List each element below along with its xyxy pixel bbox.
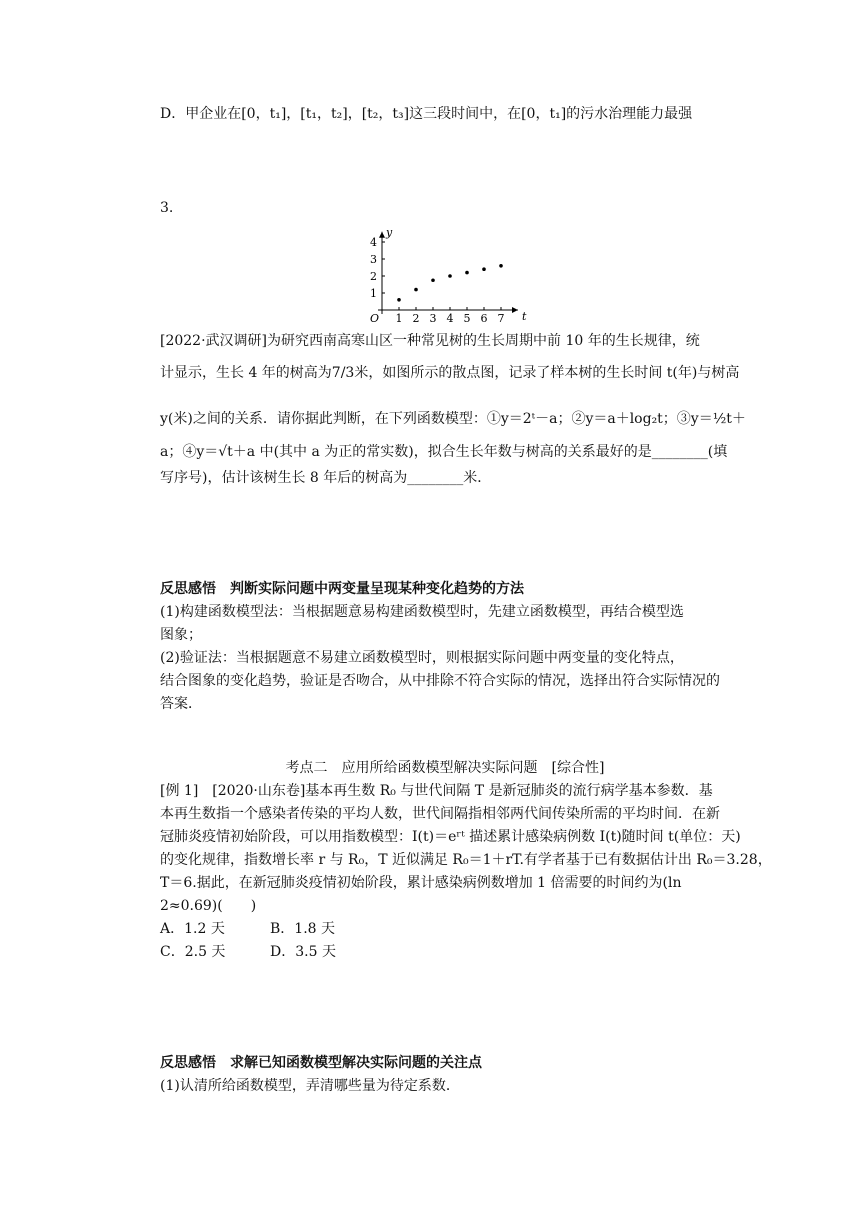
reflection1-title: 反思感悟 判断实际问题中两变量呈现某种变化趋势的方法 bbox=[160, 581, 524, 597]
option-a: A．1.2 天 bbox=[160, 921, 225, 937]
y-axis-label: y bbox=[386, 225, 393, 239]
data-point bbox=[499, 264, 503, 268]
example1-line-4: 的变化规律，指数增长率 r 与 R₀，T 近似满足 R₀＝1＋rT.有学者基于已有数据估计出 R₀＝3.28， bbox=[160, 852, 772, 868]
y-tick-label: 3 bbox=[370, 253, 377, 266]
x-tick-label: 7 bbox=[497, 312, 505, 325]
x-tick-label: 4 bbox=[446, 312, 454, 325]
option-b: B．1.8 天 bbox=[270, 921, 336, 937]
example1-line-6: 2≈0.69)( ) bbox=[160, 898, 257, 914]
question3-number: 3. bbox=[160, 200, 174, 216]
x-axis-arrow bbox=[512, 307, 518, 313]
reflection1-line-4: 结合图象的变化趋势，验证是否吻合，从中排除不符合实际的情况，选择出符合实际情况的 bbox=[160, 673, 720, 689]
y-tick-label: 2 bbox=[370, 270, 377, 283]
example1-line-2: 本再生数指一个感染者传染的平均人数，世代间隔指相邻两代间传染所需的平均时间．在新 bbox=[160, 806, 720, 822]
question3-line-1: [2022·武汉调研]为研究西南高寒山区一种常见树的生长周期中前 10 年的生长规律，统 bbox=[160, 333, 700, 349]
reflection2-title: 反思感悟 求解已知函数模型解决实际问题的关注点 bbox=[160, 1055, 482, 1071]
question3-line-4: a；④y＝√t＋a 中(其中 a 为正的常实数)，拟合生长年数与树高的关系最好的是________(填 bbox=[160, 444, 728, 460]
option-d: D．3.5 天 bbox=[270, 944, 336, 960]
question3-line-3: y(米)之间的关系．请你据此判断，在下列函数模型：①y＝2ᵗ－a；②y＝a＋log₂t；③y＝½t＋ bbox=[160, 411, 746, 427]
example1-line-5: T＝6.据此，在新冠肺炎疫情初始阶段，累计感染病例数增加 1 倍需要的时间约为(ln bbox=[160, 875, 682, 891]
data-point bbox=[397, 298, 401, 302]
data-point bbox=[414, 288, 418, 292]
data-point bbox=[431, 278, 435, 282]
y-tick-label: 1 bbox=[370, 287, 377, 300]
data-point bbox=[482, 267, 486, 271]
reflection1-line-2: 图象； bbox=[160, 627, 202, 643]
x-tick-label: 5 bbox=[463, 312, 471, 325]
question3-line-5: 写序号)，估计该树生长 8 年后的树高为________米． bbox=[160, 470, 492, 486]
reflection2-line-1: (1)认清所给函数模型，弄清哪些量为待定系数． bbox=[160, 1078, 460, 1094]
scatter-chart bbox=[360, 215, 540, 325]
example1-line-3: 冠肺炎疫情初始阶段，可以用指数模型：I(t)＝eʳᵗ 描述累计感染病例数 I(t)随时间 t(单位：天) bbox=[160, 829, 741, 845]
x-tick-label: 6 bbox=[480, 312, 488, 325]
y-axis-arrow bbox=[379, 232, 385, 238]
y-tick-label: 4 bbox=[370, 236, 377, 249]
x-tick-label: 3 bbox=[429, 312, 437, 325]
example1-line-1: [例 1] [2020·山东卷]基本再生数 R₀ 与世代间隔 T 是新冠肺炎的流行病学基本参数．基 bbox=[160, 783, 713, 799]
x-axis-label: t bbox=[522, 310, 527, 323]
x-tick-label: 2 bbox=[412, 312, 420, 325]
question3-line-2: 计显示，生长 4 年的树高为7/3米，如图所示的散点图，记录了样本树的生长时间 t(年)与树高 bbox=[160, 365, 740, 381]
origin-label: O bbox=[370, 312, 380, 325]
option-c: C．2.5 天 bbox=[160, 944, 226, 960]
question2-option-d: D．甲企业在[0，t₁]，[t₁，t₂]，[t₂，t₃]这三段时间中，在[0，t₁]的污水治理能力最强 bbox=[160, 106, 693, 122]
section2-heading: 考点二 应用所给函数模型解决实际问题 [综合性] bbox=[285, 760, 605, 776]
reflection1-line-1: (1)构建函数模型法：当根据题意易构建函数模型时，先建立函数模型，再结合模型选 bbox=[160, 604, 684, 620]
data-point bbox=[448, 274, 452, 278]
data-point bbox=[465, 271, 469, 275]
reflection1-line-3: (2)验证法：当根据题意不易建立函数模型时，则根据实际问题中两变量的变化特点， bbox=[160, 650, 684, 666]
reflection1-line-5: 答案． bbox=[160, 696, 202, 712]
x-tick-label: 1 bbox=[395, 312, 403, 325]
